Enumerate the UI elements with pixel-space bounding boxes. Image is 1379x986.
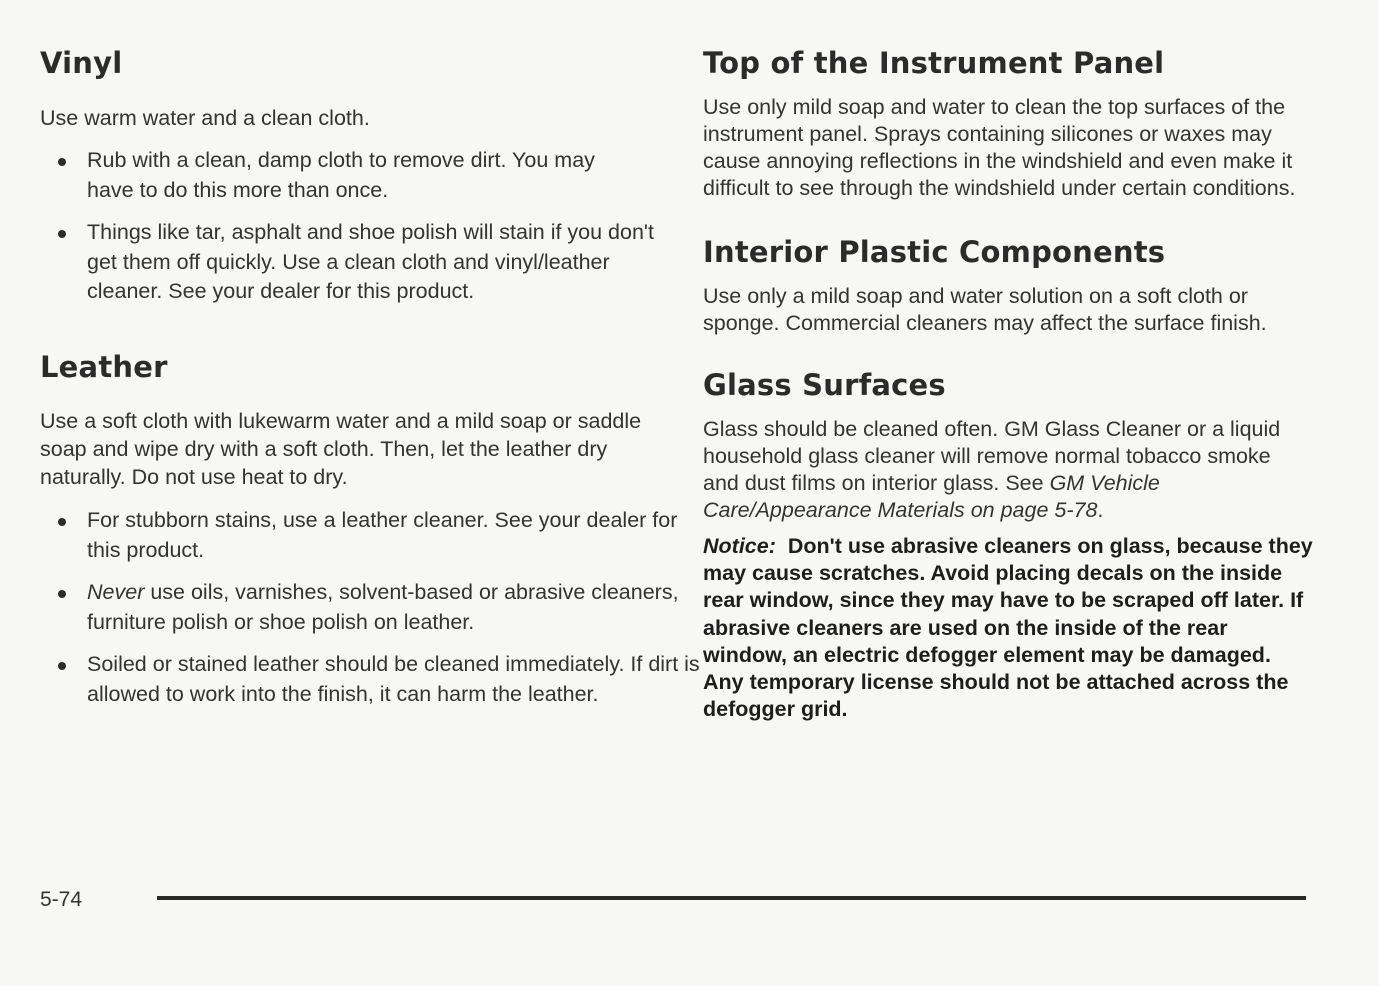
bullet-icon: [58, 230, 66, 238]
list-item: [40, 146, 627, 205]
bullet-icon: [58, 158, 66, 166]
section-heading-glass: Glass Surfaces: [703, 368, 946, 402]
vinyl-bullet-2: Things like tar, asphalt and shoe polish will stain if you don't get them off quickly. Use a clean cloth and vinyl/leather cleaner. See your dealer for this product.: [87, 220, 655, 303]
leather-intro: Use a soft cloth with lukewarm water and a mild soap or saddle soap and wipe dry with a soft cloth. Then, let the leather dry naturally. Do not use heat to dry.: [40, 409, 642, 489]
vinyl-bullet-list: [40, 146, 660, 320]
section-heading-vinyl: Vinyl: [40, 46, 123, 80]
glass-text-body: Glass should be cleaned often. GM Glass Cleaner or a liquid household glass cleaner will remove normal tobacco smoke and dust films on interior glass. See: [703, 417, 1281, 495]
list-item: [40, 578, 702, 637]
notice-label: Notice:: [703, 534, 776, 558]
footer-rule: [157, 896, 1306, 900]
plastic-text: Use only a mild soap and water solution on a soft cloth or sponge. Commercial cleaners may affect the surface finish.: [703, 284, 1267, 335]
leather-bullet-3: Soiled or stained leather should be cleaned immediately. If dirt is allowed to work into the finish, it can harm the leather.: [87, 652, 700, 706]
section-heading-plastic: Interior Plastic Components: [703, 235, 1166, 269]
leather-bullet-2: use oils, varnishes, solvent-based or abrasive cleaners, furniture polish or shoe polish on leather.: [87, 580, 679, 634]
bullet-icon: [58, 518, 66, 526]
list-item: [40, 506, 702, 565]
leather-bullet-list: [40, 506, 700, 722]
bullet-icon: [58, 662, 66, 670]
glass-reference-link: GM Vehicle Care/Appearance Materials on page 5-78: [703, 471, 1160, 522]
vinyl-bullet-1: Rub with a clean, damp cloth to remove dirt. You may have to do this more than once.: [87, 148, 595, 202]
glass-text-end: .: [1097, 498, 1104, 522]
notice-block: [703, 533, 1313, 723]
leather-bullet-1: For stubborn stains, use a leather cleaner. See your dealer for this product.: [87, 508, 678, 562]
leather-bullet-2-emphasis: Never: [87, 580, 145, 604]
bullet-icon: [58, 590, 66, 598]
page-number: 5-74: [40, 888, 83, 911]
glass-text: [703, 416, 1308, 524]
section-heading-instrument-panel: Top of the Instrument Panel: [703, 46, 1165, 80]
section-heading-leather: Leather: [40, 350, 168, 384]
instrument-panel-text: Use only mild soap and water to clean the top surfaces of the instrument panel. Sprays containing silicones or waxes may cause annoying reflections in the windshield and even make it difficult to see through the windshield under certain conditions.: [703, 95, 1296, 200]
notice-text: Don't use abrasive cleaners on glass, because they may cause scratches. Avoid placing decals on the inside rear window, since they may have to be scraped off later. If abrasive cleaners are used on the inside of the rear window, an electric defogger element may be damaged. Any temporary license should not be attached across the defogger grid.: [703, 534, 1313, 722]
list-item: [40, 650, 702, 709]
list-item: [40, 218, 662, 307]
vinyl-intro: Use warm water and a clean cloth.: [40, 106, 370, 130]
